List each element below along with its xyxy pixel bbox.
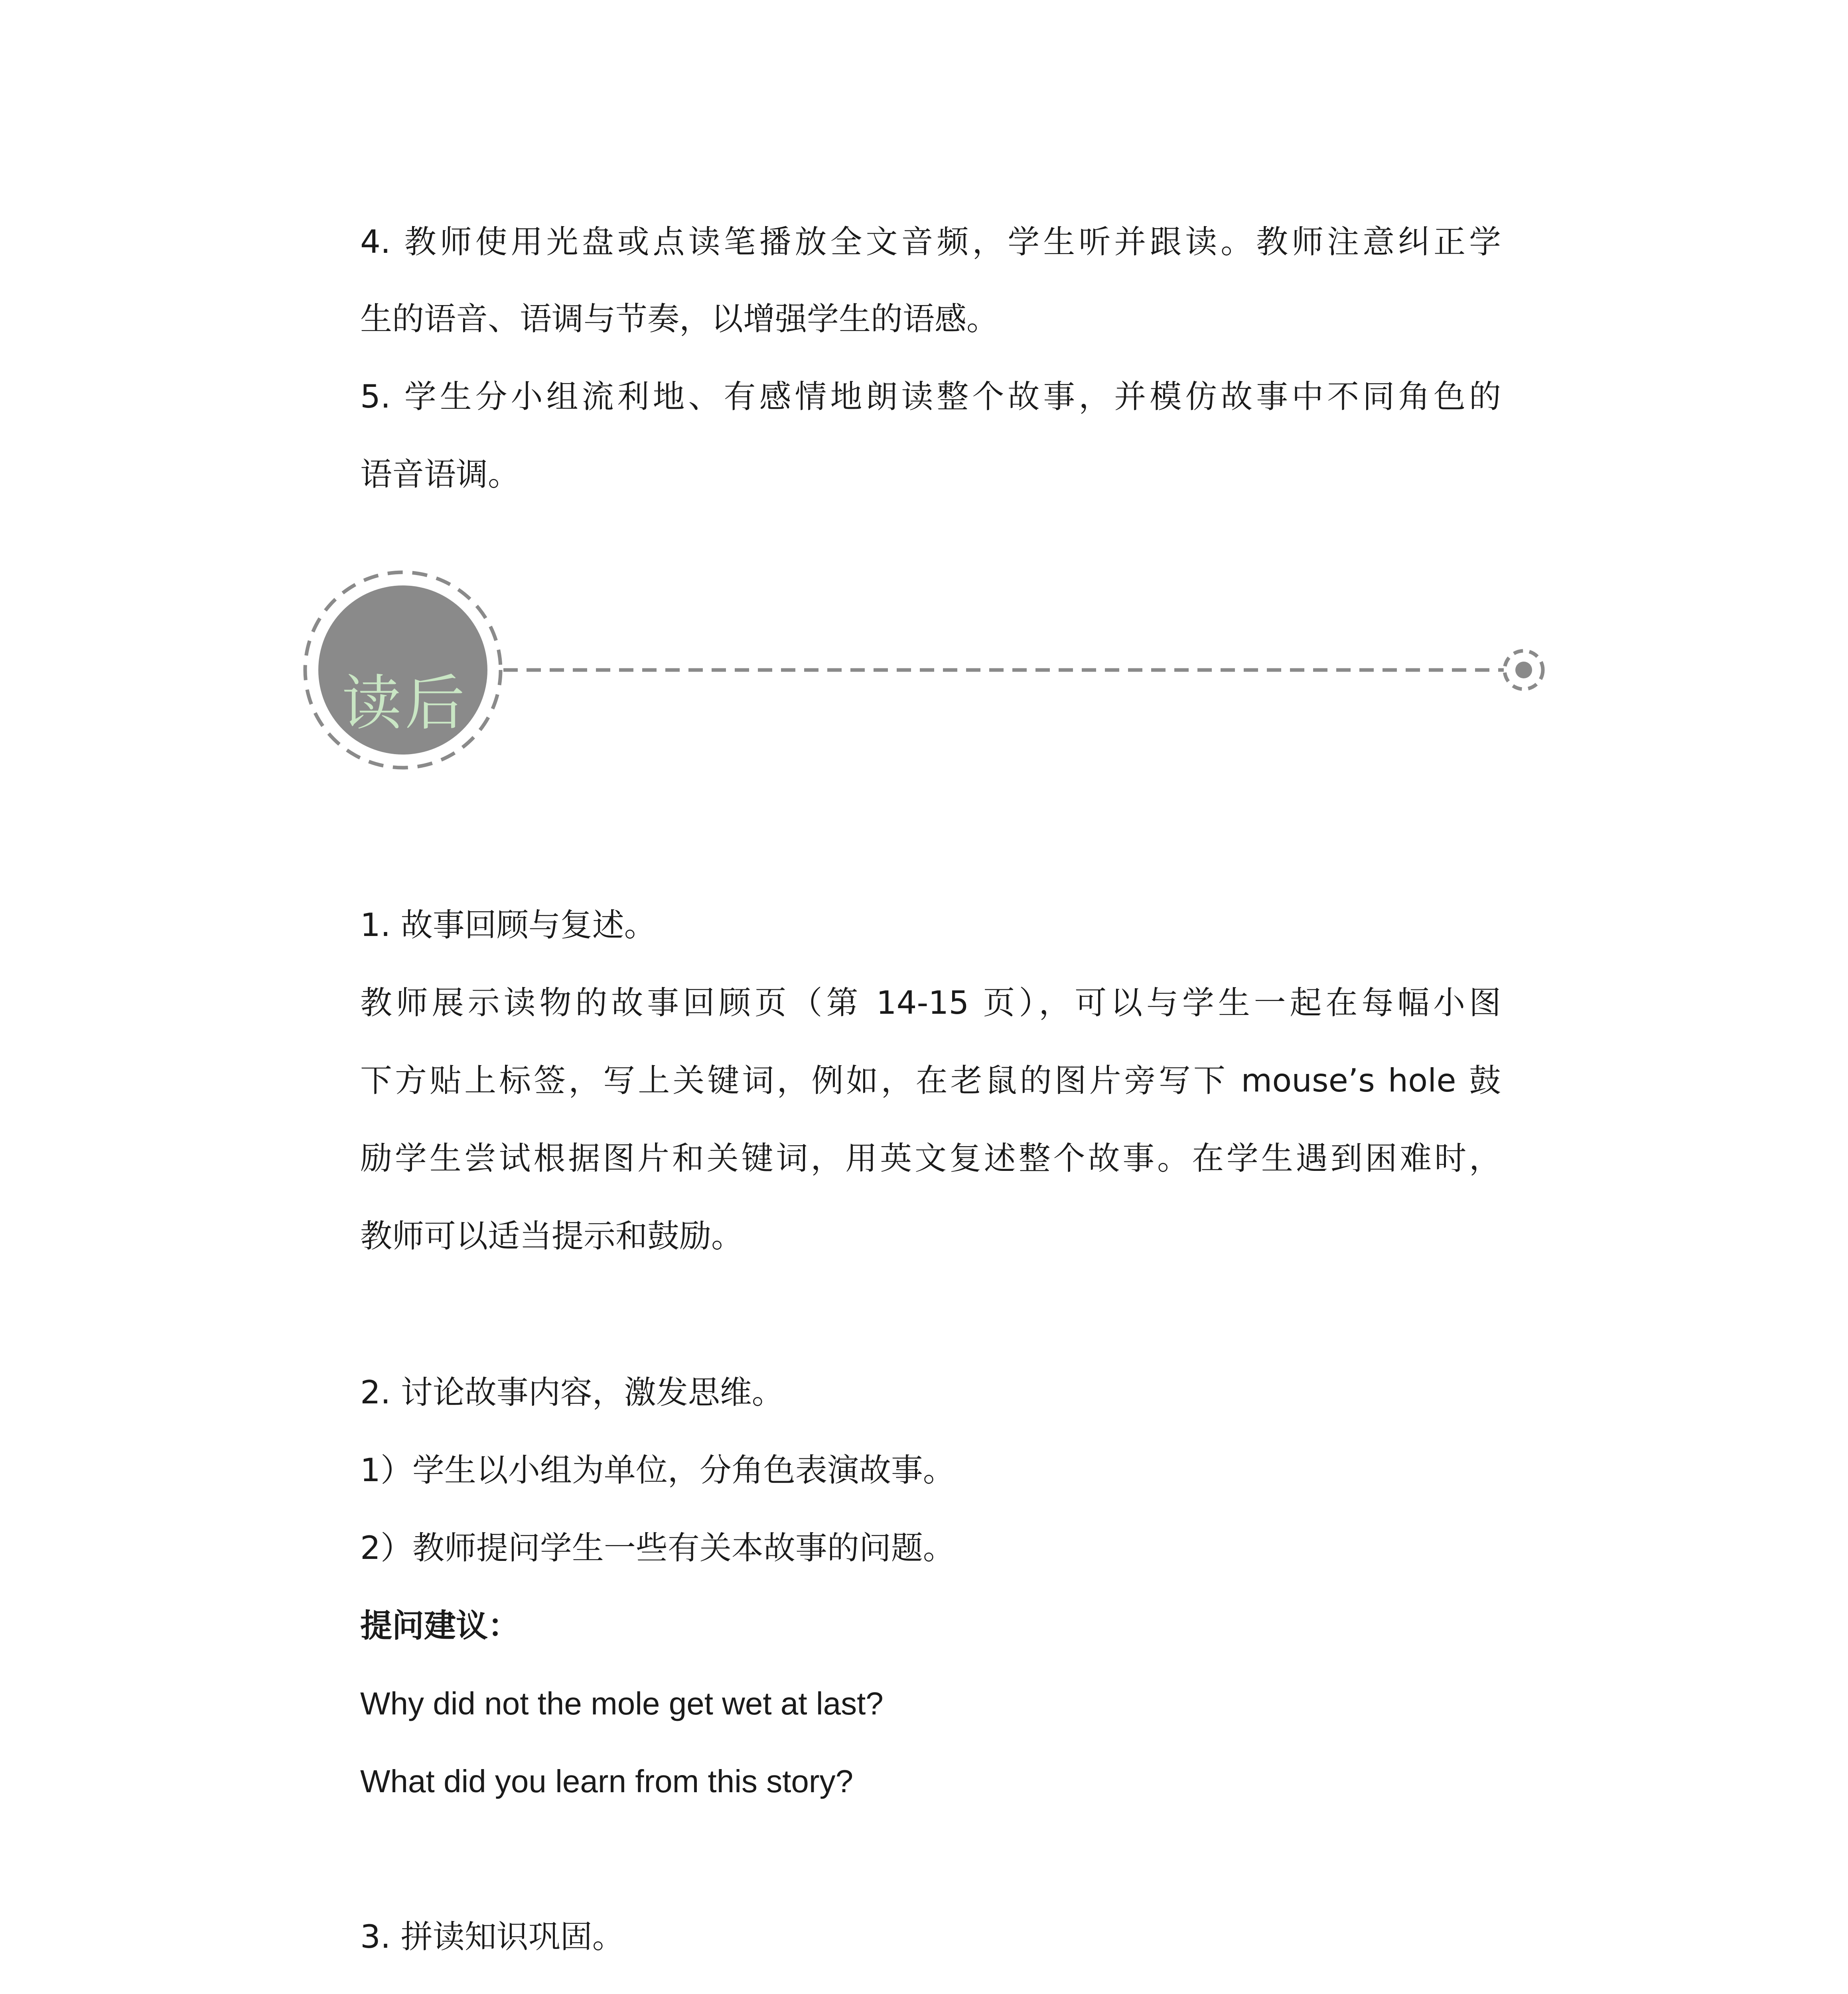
step1-line-1: 教师展示读物的故事回顾页（第 14-15 页），可以与学生一起在每幅小图 [360, 984, 1501, 1021]
intro-line-1: 4. 教师使用光盘或点读笔播放全文音频，学生听并跟读。教师注意纠正学 [360, 223, 1501, 260]
step2-heading: 2. 讨论故事内容，激发思维。 [360, 1374, 784, 1411]
section-title: 读后 [341, 669, 468, 738]
step1-line-3: 励学生尝试根据图片和关键词，用英文复述整个故事。在学生遇到困难时， [360, 1140, 1501, 1177]
step2-item-1: 1）学生以小组为单位，分角色表演故事。 [360, 1452, 955, 1489]
step3-heading: 3. 拼读知识巩固。 [360, 1918, 624, 1955]
step1-line-2: 下方贴上标签，写上关键词，例如，在老鼠的图片旁写下 mouse’s hole 鼓 [360, 1062, 1501, 1099]
step1-line-4: 教师可以适当提示和鼓励。 [360, 1218, 743, 1255]
intro-line-2: 生的语音、语调与节奏，以增强学生的语感。 [360, 300, 998, 337]
question-2: What did you learn from this story? [360, 1763, 854, 1799]
intro-line-3: 5. 学生分小组流利地、有感情地朗读整个故事，并模仿故事中不同角色的 [360, 378, 1501, 415]
intro-line-4: 语音语调。 [360, 456, 520, 493]
step1-heading: 1. 故事回顾与复述。 [360, 906, 656, 944]
suggestion-label: 提问建议： [360, 1607, 520, 1644]
question-1: Why did not the mole get wet at last? [360, 1686, 884, 1721]
step2-item-2: 2）教师提问学生一些有关本故事的问题。 [360, 1529, 955, 1566]
